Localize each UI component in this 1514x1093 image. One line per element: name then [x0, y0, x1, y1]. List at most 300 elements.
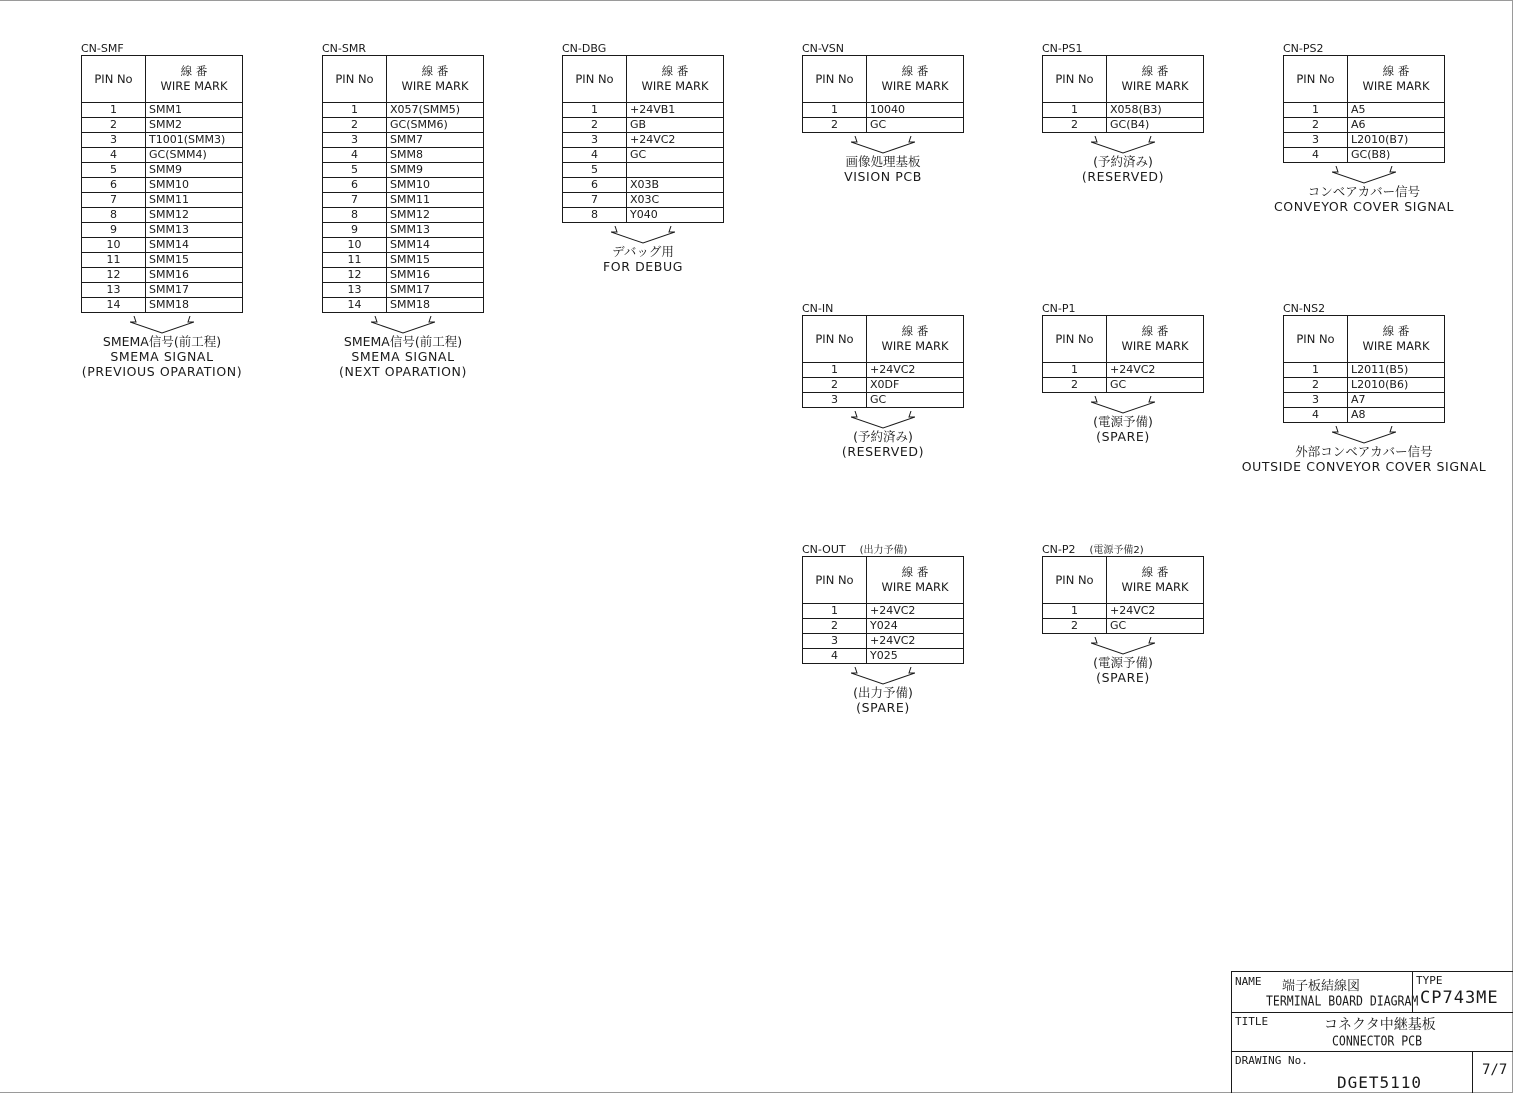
- caption-line: (電源予備): [1093, 655, 1153, 670]
- caption-line: FOR DEBUG: [602, 259, 684, 274]
- connector-id: CN-DBG: [562, 42, 607, 55]
- pin-row: [563, 148, 724, 163]
- down-arrow-icon: [851, 411, 915, 429]
- connector-name: [81, 43, 243, 55]
- drawing-no-label: DRAWING No.: [1235, 1054, 1308, 1067]
- pin-no-header: PIN No: [1043, 557, 1107, 604]
- pin-number: 3: [803, 634, 867, 649]
- type-label: TYPE: [1416, 974, 1443, 987]
- pin-number: 4: [1284, 148, 1348, 163]
- wire-mark-header: [146, 56, 243, 103]
- caption-line: SMEMA信号(前工程): [102, 334, 222, 349]
- title-block-divider: [1232, 1051, 1513, 1052]
- pin-table: [1042, 556, 1204, 634]
- wire-mark: +24VC2: [1107, 604, 1204, 619]
- wire-mark-header: [867, 56, 964, 103]
- wire-mark: T1001(SMM3): [146, 133, 243, 148]
- connector-id: CN-SMR: [322, 42, 366, 55]
- pin-table: [81, 55, 243, 313]
- connector-name: [1283, 43, 1445, 55]
- pin-number: 1: [1284, 103, 1348, 118]
- pin-table-header: [1043, 316, 1204, 363]
- down-arrow-icon: [371, 316, 435, 334]
- pin-number: 4: [563, 148, 627, 163]
- wire-mark-header-en: WIRE MARK: [881, 79, 949, 93]
- wire-mark: SMM7: [387, 133, 484, 148]
- pin-row: [563, 208, 724, 223]
- pin-row: [1043, 604, 1204, 619]
- pin-no-header: PIN No: [1284, 56, 1348, 103]
- connector-name: [802, 43, 964, 55]
- pin-number: 8: [82, 208, 146, 223]
- wire-mark: A6: [1348, 118, 1445, 133]
- connector-block: [802, 544, 964, 715]
- wire-mark: +24VC2: [1107, 363, 1204, 378]
- pin-table-header: [803, 557, 964, 604]
- wire-mark: GC(SMM4): [146, 148, 243, 163]
- pin-number: 1: [563, 103, 627, 118]
- pin-number: 12: [82, 268, 146, 283]
- pin-row: [82, 148, 243, 163]
- pin-number: 7: [82, 193, 146, 208]
- wire-mark: L2011(B5): [1348, 363, 1445, 378]
- pin-number: 3: [803, 393, 867, 408]
- pin-row: [323, 253, 484, 268]
- caption-line: (出力予備): [853, 685, 913, 700]
- connector-name: [802, 544, 964, 556]
- pin-row: [82, 298, 243, 313]
- pin-row: [563, 118, 724, 133]
- wire-mark-header: [867, 557, 964, 604]
- pin-row: [82, 283, 243, 298]
- pin-row: [323, 148, 484, 163]
- caption-line: SMEMA SIGNAL: [110, 349, 214, 364]
- wire-mark-header-jp: 線 番: [661, 64, 689, 78]
- pin-number: 13: [323, 283, 387, 298]
- wire-mark: +24VC2: [867, 363, 964, 378]
- down-arrow-icon: [1332, 166, 1396, 184]
- pin-table-header: [1043, 557, 1204, 604]
- down-arrow-icon: [1091, 637, 1155, 655]
- wire-mark-header-en: WIRE MARK: [1121, 79, 1189, 93]
- connector-caption: [21, 334, 303, 379]
- connector-block: [802, 303, 964, 459]
- wire-mark-header: [627, 56, 724, 103]
- pin-no-header: PIN No: [1284, 316, 1348, 363]
- wire-mark: GB: [627, 118, 724, 133]
- connector-block: [1042, 43, 1204, 184]
- wire-mark: GC(B4): [1107, 118, 1204, 133]
- wire-mark: L2010(B7): [1348, 133, 1445, 148]
- pin-number: 3: [1284, 133, 1348, 148]
- pin-number: 2: [1284, 378, 1348, 393]
- wire-mark-header-jp: 線 番: [901, 64, 929, 78]
- pin-number: 6: [323, 178, 387, 193]
- pin-row: [563, 133, 724, 148]
- pin-no-header: PIN No: [1043, 316, 1107, 363]
- pin-row: [323, 223, 484, 238]
- pin-row: [1284, 363, 1445, 378]
- connector-block: [562, 43, 724, 274]
- caption-line: 画像処理基板: [845, 154, 921, 169]
- caption-line: VISION PCB: [844, 169, 922, 184]
- pin-row: [1043, 103, 1204, 118]
- connector-caption: [742, 685, 1024, 715]
- pin-row: [82, 268, 243, 283]
- connector-block: [81, 43, 243, 379]
- caption-line: (予約済み): [1093, 154, 1153, 169]
- pin-row: [1284, 103, 1445, 118]
- pin-row: [563, 178, 724, 193]
- pin-table-header: [803, 56, 964, 103]
- wire-mark: GC(SMM6): [387, 118, 484, 133]
- title-en: CONNECTOR PCB: [1332, 1032, 1423, 1050]
- wire-mark: SMM14: [387, 238, 484, 253]
- wire-mark-header-en: WIRE MARK: [641, 79, 709, 93]
- wire-mark: GC(B8): [1348, 148, 1445, 163]
- pin-number: 8: [563, 208, 627, 223]
- connector-block: [802, 43, 964, 184]
- pin-number: 2: [1284, 118, 1348, 133]
- pin-row: [803, 363, 964, 378]
- pin-table: [1042, 315, 1204, 393]
- pin-row: [82, 238, 243, 253]
- caption-line: CONVEYOR COVER SIGNAL: [1273, 199, 1455, 214]
- pin-row: [803, 634, 964, 649]
- pin-number: 3: [323, 133, 387, 148]
- wire-mark: Y025: [867, 649, 964, 664]
- pin-number: 1: [1043, 103, 1107, 118]
- caption-line: コンベアカバー信号: [1307, 184, 1421, 199]
- wire-mark-header: [1348, 316, 1445, 363]
- name-label: NAME: [1235, 975, 1262, 988]
- wire-mark: GC: [867, 118, 964, 133]
- connector-note: (出力予備): [859, 545, 908, 556]
- pin-row: [1284, 133, 1445, 148]
- connector-name: [322, 43, 484, 55]
- pin-number: 5: [563, 163, 627, 178]
- wire-mark: A8: [1348, 408, 1445, 423]
- caption-line: (SPARE): [856, 700, 910, 715]
- wire-mark-header-en: WIRE MARK: [1362, 79, 1430, 93]
- wire-mark: A7: [1348, 393, 1445, 408]
- down-arrow-icon: [851, 136, 915, 154]
- wire-mark-header-jp: 線 番: [1141, 324, 1169, 338]
- connector-name: [1283, 303, 1445, 315]
- pin-row: [563, 103, 724, 118]
- wire-mark-header-en: WIRE MARK: [881, 580, 949, 594]
- connector-name: [802, 303, 964, 315]
- wire-mark: +24VB1: [627, 103, 724, 118]
- wire-mark: 10040: [867, 103, 964, 118]
- wire-mark-header-jp: 線 番: [421, 64, 449, 78]
- pin-number: 7: [323, 193, 387, 208]
- wire-mark: SMM12: [146, 208, 243, 223]
- pin-row: [82, 133, 243, 148]
- pin-number: 2: [323, 118, 387, 133]
- pin-number: 11: [323, 253, 387, 268]
- caption-line: デバッグ用: [612, 244, 674, 259]
- wire-mark: SMM13: [146, 223, 243, 238]
- pin-table: [802, 556, 964, 664]
- pin-number: 1: [803, 363, 867, 378]
- wire-mark: SMM8: [387, 148, 484, 163]
- pin-number: 1: [1284, 363, 1348, 378]
- pin-number: 10: [82, 238, 146, 253]
- wire-mark: L2010(B6): [1348, 378, 1445, 393]
- caption-line: (NEXT OPARATION): [339, 364, 467, 379]
- wire-mark: SMM11: [387, 193, 484, 208]
- pin-number: 4: [82, 148, 146, 163]
- wire-mark: X057(SMM5): [387, 103, 484, 118]
- wire-mark: +24VC2: [867, 604, 964, 619]
- pin-no-header: PIN No: [323, 56, 387, 103]
- wire-mark-header: [1107, 56, 1204, 103]
- pin-table: [802, 315, 964, 408]
- pin-number: 1: [803, 604, 867, 619]
- pin-number: 1: [323, 103, 387, 118]
- connector-id: CN-NS2: [1283, 302, 1326, 315]
- pin-row: [1284, 118, 1445, 133]
- connector-id: CN-PS2: [1283, 42, 1324, 55]
- pin-row: [1043, 378, 1204, 393]
- wire-mark-header-jp: 線 番: [1382, 64, 1410, 78]
- wire-mark: GC: [1107, 378, 1204, 393]
- wire-mark: GC: [1107, 619, 1204, 634]
- down-arrow-icon: [851, 667, 915, 685]
- pin-row: [82, 223, 243, 238]
- pin-row: [803, 103, 964, 118]
- wire-mark: SMM13: [387, 223, 484, 238]
- wire-mark: A5: [1348, 103, 1445, 118]
- wire-mark: SMM10: [146, 178, 243, 193]
- wire-mark-header-jp: 線 番: [901, 324, 929, 338]
- pin-row: [563, 193, 724, 208]
- pin-table-header: [1043, 56, 1204, 103]
- wire-mark: SMM18: [146, 298, 243, 313]
- pin-table-header: [803, 316, 964, 363]
- caption-line: (RESERVED): [1081, 169, 1165, 184]
- pin-row: [323, 103, 484, 118]
- connector-name: [562, 43, 724, 55]
- pin-no-header: PIN No: [82, 56, 146, 103]
- connector-id: CN-P1: [1042, 302, 1076, 315]
- title-label: TITLE: [1235, 1015, 1269, 1028]
- pin-number: 2: [1043, 619, 1107, 634]
- wire-mark: SMM16: [387, 268, 484, 283]
- pin-table: [1283, 315, 1445, 423]
- wire-mark-header-en: WIRE MARK: [1362, 339, 1430, 353]
- wire-mark: X058(B3): [1107, 103, 1204, 118]
- connector-id: CN-OUT: [802, 543, 846, 556]
- wire-mark: SMM17: [387, 283, 484, 298]
- wire-mark: SMM14: [146, 238, 243, 253]
- wire-mark-header-jp: 線 番: [1141, 565, 1169, 579]
- caption-line: 外部コンベアカバー信号: [1295, 444, 1433, 459]
- wire-mark: X03C: [627, 193, 724, 208]
- pin-row: [1043, 363, 1204, 378]
- wire-mark: X0DF: [867, 378, 964, 393]
- connector-caption: [982, 414, 1264, 444]
- title-jp: コネクタ中継基板: [1324, 1017, 1436, 1033]
- connector-name: [1042, 303, 1204, 315]
- pin-no-header: PIN No: [803, 557, 867, 604]
- wire-mark: Y024: [867, 619, 964, 634]
- pin-table: [1042, 55, 1204, 133]
- pin-number: 1: [1043, 604, 1107, 619]
- pin-row: [1284, 148, 1445, 163]
- connector-note: (電源予備2): [1089, 545, 1144, 556]
- wire-mark: SMM1: [146, 103, 243, 118]
- pin-number: 3: [1284, 393, 1348, 408]
- pin-number: 14: [323, 298, 387, 313]
- pin-table: [1283, 55, 1445, 163]
- pin-row: [803, 604, 964, 619]
- connector-block: [1042, 544, 1204, 685]
- pin-row: [323, 133, 484, 148]
- wire-mark: Y040: [627, 208, 724, 223]
- pin-number: 5: [323, 163, 387, 178]
- connector-caption: [982, 655, 1264, 685]
- pin-table-header: [82, 56, 243, 103]
- wire-mark: [627, 163, 724, 178]
- pin-row: [323, 238, 484, 253]
- pin-row: [323, 178, 484, 193]
- connector-caption: [982, 154, 1264, 184]
- wire-mark-header: [1348, 56, 1445, 103]
- wire-mark: SMM16: [146, 268, 243, 283]
- caption-line: SMEMA信号(前工程): [343, 334, 463, 349]
- pin-no-header: PIN No: [1043, 56, 1107, 103]
- pin-row: [323, 208, 484, 223]
- connector-block: [322, 43, 484, 379]
- pin-row: [1284, 378, 1445, 393]
- wire-mark: SMM2: [146, 118, 243, 133]
- wire-mark-header-en: WIRE MARK: [881, 339, 949, 353]
- caption-line: (RESERVED): [841, 444, 925, 459]
- wire-mark-header-jp: 線 番: [1141, 64, 1169, 78]
- wire-mark: GC: [627, 148, 724, 163]
- drawing-no-value: DGET5110: [1337, 1073, 1423, 1092]
- connector-caption: [262, 334, 544, 379]
- pin-row: [82, 103, 243, 118]
- pin-row: [82, 178, 243, 193]
- pin-row: [323, 163, 484, 178]
- pin-row: [1043, 118, 1204, 133]
- wire-mark: SMM15: [146, 253, 243, 268]
- connector-block: [1042, 303, 1204, 444]
- pin-table: [322, 55, 484, 313]
- pin-number: 14: [82, 298, 146, 313]
- pin-number: 13: [82, 283, 146, 298]
- pin-row: [1043, 619, 1204, 634]
- drawing-name-jp: 端子板結線図: [1282, 979, 1361, 994]
- pin-number: 12: [323, 268, 387, 283]
- pin-number: 2: [1043, 118, 1107, 133]
- pin-row: [803, 649, 964, 664]
- pin-table: [802, 55, 964, 133]
- pin-row: [323, 298, 484, 313]
- wire-mark: SMM10: [387, 178, 484, 193]
- wire-mark-header-en: WIRE MARK: [160, 79, 228, 93]
- caption-line: (SPARE): [1096, 670, 1150, 685]
- pin-number: 7: [563, 193, 627, 208]
- title-block: [1231, 971, 1513, 1093]
- down-arrow-icon: [1091, 136, 1155, 154]
- pin-table-header: [563, 56, 724, 103]
- pin-number: 10: [323, 238, 387, 253]
- pin-row: [82, 208, 243, 223]
- wire-mark: SMM9: [146, 163, 243, 178]
- pin-number: 6: [82, 178, 146, 193]
- pin-row: [82, 253, 243, 268]
- title-block-divider: [1232, 1012, 1513, 1013]
- pin-row: [803, 378, 964, 393]
- wire-mark: GC: [867, 393, 964, 408]
- pin-number: 2: [803, 619, 867, 634]
- connector-caption: [1223, 444, 1505, 474]
- down-arrow-icon: [1091, 396, 1155, 414]
- caption-line: (予約済み): [853, 429, 913, 444]
- down-arrow-icon: [130, 316, 194, 334]
- caption-line: (電源予備): [1093, 414, 1153, 429]
- pin-number: 2: [803, 378, 867, 393]
- wire-mark-header-jp: 線 番: [180, 64, 208, 78]
- pin-row: [803, 118, 964, 133]
- wire-mark-header-en: WIRE MARK: [401, 79, 469, 93]
- sheet-number: 7/7: [1482, 1062, 1508, 1078]
- pin-table-header: [323, 56, 484, 103]
- pin-row: [803, 619, 964, 634]
- pin-row: [82, 163, 243, 178]
- pin-row: [1284, 393, 1445, 408]
- pin-number: 11: [82, 253, 146, 268]
- wire-mark-header: [1107, 316, 1204, 363]
- pin-number: 4: [323, 148, 387, 163]
- pin-row: [323, 193, 484, 208]
- connector-id: CN-VSN: [802, 42, 844, 55]
- connector-block: [1241, 302, 1487, 474]
- pin-row: [82, 193, 243, 208]
- pin-row: [563, 163, 724, 178]
- pin-row: [82, 118, 243, 133]
- wire-mark-header-jp: 線 番: [1382, 324, 1410, 338]
- pin-no-header: PIN No: [563, 56, 627, 103]
- connector-name: [1042, 544, 1204, 556]
- wire-mark: SMM11: [146, 193, 243, 208]
- wire-mark-header: [1107, 557, 1204, 604]
- connector-caption: [502, 244, 784, 274]
- pin-table: [562, 55, 724, 223]
- wire-mark-header-en: WIRE MARK: [1121, 580, 1189, 594]
- pin-number: 4: [1284, 408, 1348, 423]
- pin-row: [323, 283, 484, 298]
- drawing-name-en: TERMINAL BOARD DIAGRAM: [1266, 992, 1419, 1010]
- pin-row: [323, 268, 484, 283]
- caption-line: (SPARE): [1096, 429, 1150, 444]
- caption-line: OUTSIDE CONVEYOR COVER SIGNAL: [1241, 459, 1487, 474]
- wire-mark-header-jp: 線 番: [901, 565, 929, 579]
- caption-line: SMEMA SIGNAL: [351, 349, 455, 364]
- wire-mark: +24VC2: [627, 133, 724, 148]
- wire-mark-header-en: WIRE MARK: [1121, 339, 1189, 353]
- pin-number: 9: [323, 223, 387, 238]
- wire-mark-header: [387, 56, 484, 103]
- pin-number: 2: [82, 118, 146, 133]
- pin-no-header: PIN No: [803, 56, 867, 103]
- pin-number: 3: [82, 133, 146, 148]
- pin-number: 5: [82, 163, 146, 178]
